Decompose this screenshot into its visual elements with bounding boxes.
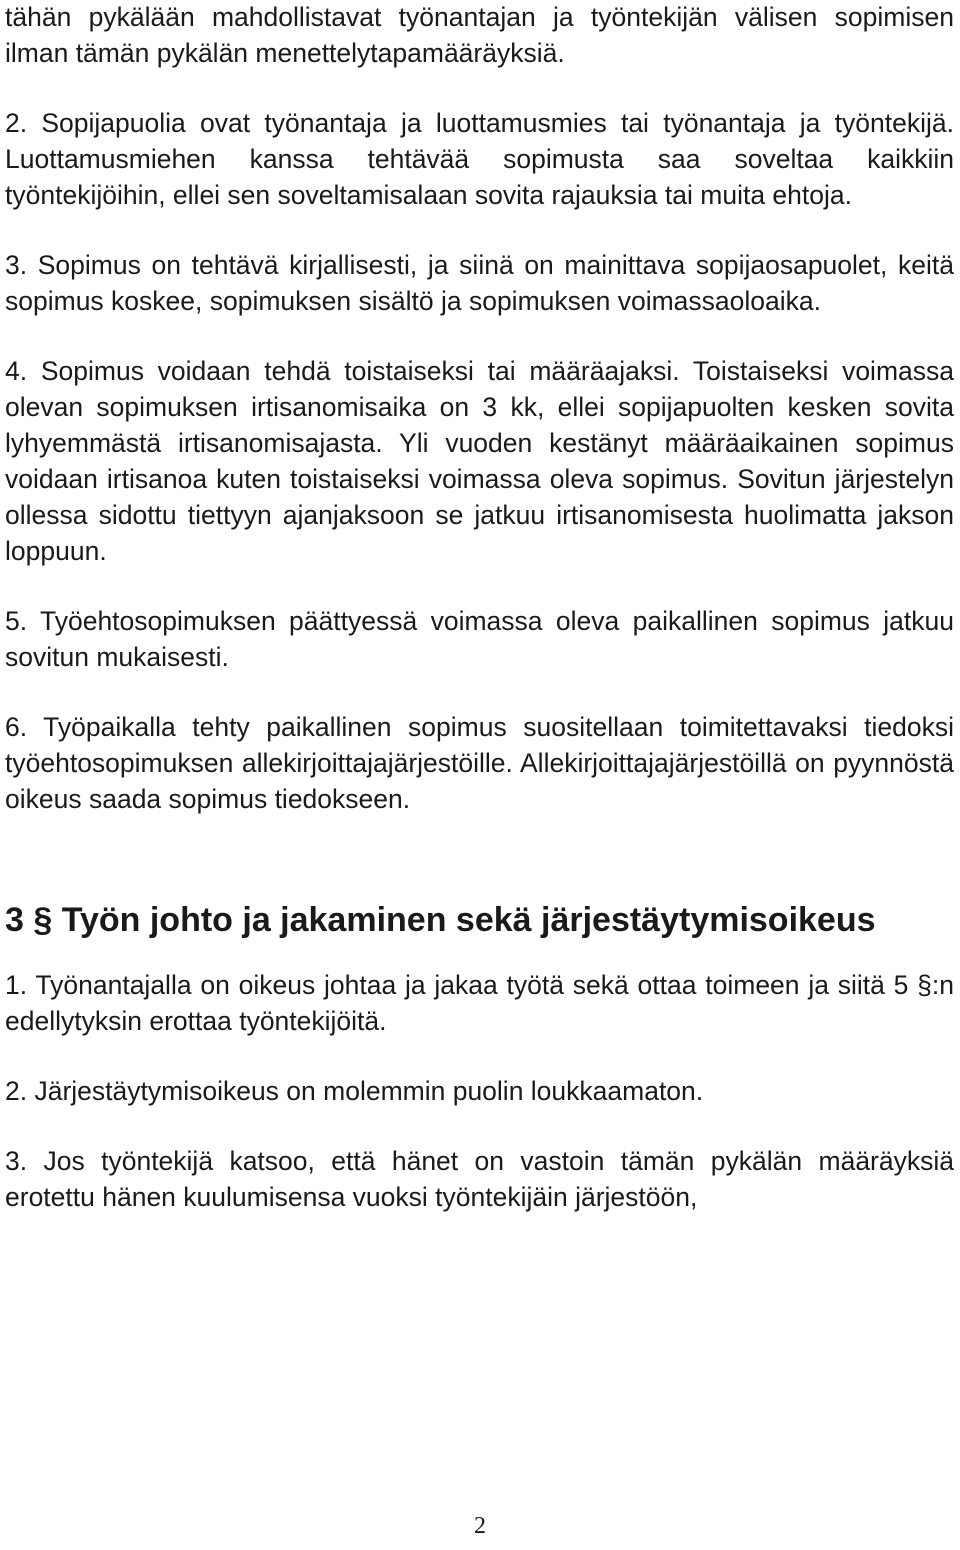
section-3-paragraph-2: 2. Järjestäytymisoikeus on molemmin puolin loukkaamaton. — [5, 1076, 704, 1106]
paragraph-4: 4. Sopimus voidaan tehdä toistaiseksi tai määräajaksi. Toistaiseksi voimassa olevan sopimuksen irtisanomisaika on 3 kk, ellei sopijapuolten kesken sovita lyhyemmästä irtisanomisajasta. Yli vuoden kestänyt määräaikainen sopimus voidaan irtisanoa kuten toistaiseksi voimassa oleva sopimus. Sovitun järjestelyn ollessa sidottu tiettyyn ajanjaksoon se jatkuu irtisanomisesta huolimatta jakson loppuun. — [5, 356, 954, 566]
paragraph-6: 6. Työpaikalla tehty paikallinen sopimus suositellaan toimitettavaksi tiedoksi työehtosopimuksen allekirjoittajajärjestöille. Allekirjoittajajärjestöillä on pyynnöstä oikeus saada sopimus tiedokseen. — [5, 712, 954, 814]
section-body-after-heading — [5, 967, 954, 1215]
paragraph-5: 5. Työehtosopimuksen päättyessä voimassa oleva paikallinen sopimus jatkuu sovitun mukaisesti. — [5, 606, 954, 672]
paragraph-intro-continuation: tähän pykälään mahdollistavat työnantajan ja työntekijän välisen sopimisen ilman tämän pykälän menettelytapamääräyksiä. — [5, 2, 954, 68]
section-3-paragraph-3: 3. Jos työntekijä katsoo, että hänet on vastoin tämän pykälän määräyksiä erotettu hänen kuulumisensa vuoksi työntekijäin järjestöön, — [5, 1146, 954, 1212]
section-body-before-heading — [5, 0, 954, 817]
page-number: 2 — [474, 1513, 486, 1539]
paragraph-2: 2. Sopijapuolia ovat työnantaja ja luottamusmies tai työnantaja ja työntekijä. Luottamusmiehen kanssa tehtävää sopimusta saa soveltaa kaikkiin työntekijöihin, ellei sen soveltamisalaan sovita rajauksia tai muita ehtoja. — [5, 108, 954, 210]
section-heading: 3 § Työn johto ja jakaminen sekä järjestäytymisoikeus — [5, 901, 876, 939]
paragraph-3: 3. Sopimus on tehtävä kirjallisesti, ja siinä on mainittava sopijaosapuolet, keitä sopimus koskee, sopimuksen sisältö ja sopimuksen voimassaoloaika. — [5, 250, 954, 316]
section-3-paragraph-1: 1. Työnantajalla on oikeus johtaa ja jakaa työtä sekä ottaa toimeen ja siitä 5 §:n edellytyksin erottaa työntekijöitä. — [5, 970, 954, 1036]
